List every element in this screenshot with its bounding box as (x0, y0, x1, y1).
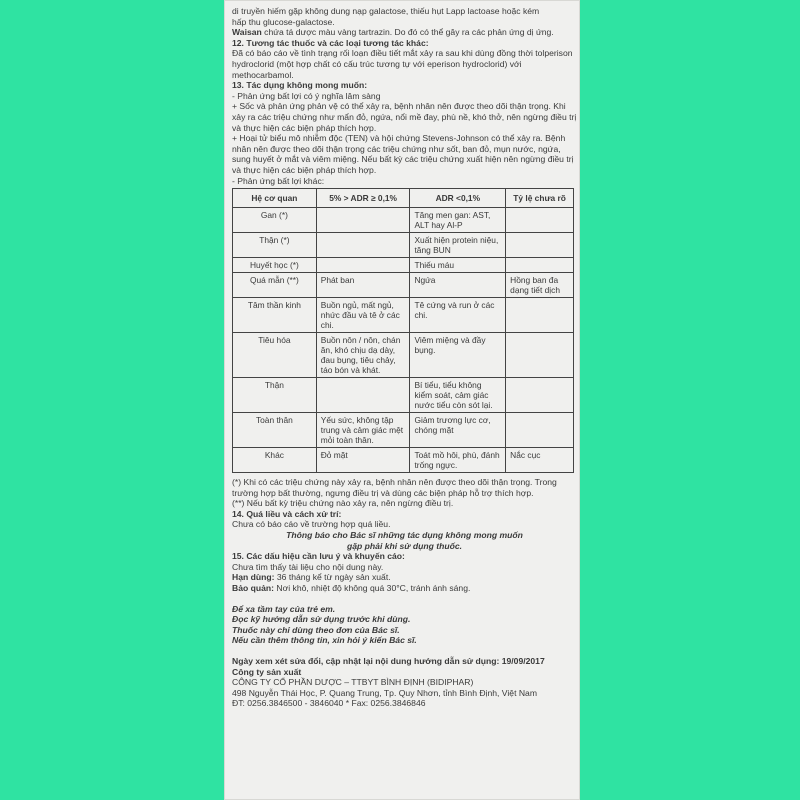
expiry-label: Hạn dùng: (232, 572, 275, 583)
table-cell: Thận (*) (233, 233, 317, 258)
table-row (233, 208, 574, 233)
table-cell: Ngứa (410, 273, 506, 298)
table-note: (*) Khi có các triệu chứng này xảy ra, bệnh nhân nên được theo dõi thận trọng. Trong trường hợp bất thường, ngưng điều trị và dùng các biện pháp hỗ trợ thích hợp. (232, 477, 557, 498)
table-cell (506, 298, 574, 333)
warning-line: Đọc kỹ hướng dẫn sử dụng trước khi dùng. (232, 614, 411, 625)
table-cell: Thận (233, 378, 317, 413)
table-cell (316, 233, 410, 258)
table-cell (506, 413, 574, 448)
intro-line: hấp thu glucose-galactose. (232, 16, 335, 27)
table-row (233, 233, 574, 258)
section-13-line: + Sốc và phản ứng phản vệ có thể xảy ra, bệnh nhân nên được theo dõi thận trọng. Khi xảy ra các triệu chứng như mẩn đỏ, ngứa, nổi mề đay, phù nề, khó thở, nên ngừng điều trị và thực hiện các biện pháp thích hợp. (232, 101, 577, 133)
table-cell (316, 208, 410, 233)
storage-line (232, 583, 577, 594)
section-14-title: 14. Quá liều và cách xử trí: (232, 508, 342, 519)
table-cell: Tiêu hóa (233, 333, 317, 378)
table-cell: Toát mồ hôi, phù, đánh trống ngực. (410, 448, 506, 473)
table-cell: Đỏ mặt (316, 448, 410, 473)
table-cell (506, 378, 574, 413)
table-cell: Toàn thân (233, 413, 317, 448)
waisan-text: chứa tá dược màu vàng tartrazin. Do đó có thể gây ra các phản ứng dị ứng. (261, 27, 554, 38)
table-cell: Buồn ngủ, mất ngủ, nhức đầu và tê ở các chi. (316, 298, 410, 333)
intro-line: di truyền hiếm gặp không dung nạp galactose, thiếu hụt Lapp lactoase hoặc kém (232, 6, 540, 16)
table-row (233, 413, 574, 448)
section-13-line: - Phản ứng bất lợi khác: (232, 175, 325, 186)
section-13-title: 13. Tác dụng không mong muốn: (232, 80, 368, 91)
table-cell: Bí tiểu, tiểu không kiểm soát, cảm giác nước tiểu còn sót lại. (410, 378, 506, 413)
table-cell: Thiếu máu (410, 258, 506, 273)
table-cell: Giảm trương lực cơ, chóng mặt (410, 413, 506, 448)
table-row (233, 378, 574, 413)
table-cell: Yếu sức, không tập trung và cảm giác mệt mỏi toàn thân. (316, 413, 410, 448)
company-name: CÔNG TY CỔ PHẦN DƯỢC – TTBYT BÌNH ĐỊNH (BIDIPHAR) (232, 677, 474, 688)
section-13-line: + Hoại tử biểu mô nhiễm độc (TEN) và hội chứng Stevens-Johnson có thể xảy ra. Bệnh nhân nên được theo dõi thận trọng các triệu chứng như sốt, ban đỏ, mụn nước, ngứa, sung huyết ở mắt và viêm miệng. Nếu bất kỳ các triệu chứng xuất hiện nên ngừng điều trị và thực hiện các biện pháp thích hợp. (232, 133, 574, 175)
warning-line: Thuốc này chỉ dùng theo đơn của Bác sĩ. (232, 624, 400, 635)
table-cell: Hồng ban đa dạng tiết dịch (506, 273, 574, 298)
expiry-line (232, 572, 577, 583)
warning-line: Để xa tầm tay của trẻ em. (232, 603, 336, 614)
table-header: Tỷ lệ chưa rõ (506, 189, 574, 208)
table-row (233, 298, 574, 333)
table-cell (506, 208, 574, 233)
table-cell: Xuất hiện protein niệu, tăng BUN (410, 233, 506, 258)
table-row (233, 333, 574, 378)
table-header-row (233, 189, 574, 208)
table-cell: Tê cứng và run ở các chi. (410, 298, 506, 333)
table-cell: Viêm miệng và đầy bụng. (410, 333, 506, 378)
table-cell: Tâm thần kinh (233, 298, 317, 333)
waisan-paragraph (232, 27, 577, 38)
table-cell: Phát ban (316, 273, 410, 298)
manufacturer-label: Công ty sản xuất (232, 666, 302, 677)
section-14-text: Chưa có báo cáo về trường hợp quá liều. (232, 519, 391, 530)
waisan-label: Waisan (232, 27, 262, 38)
table-cell: Nắc cục (506, 448, 574, 473)
company-address: 498 Nguyễn Thái Học, P. Quang Trung, Tp. Quy Nhơn, tỉnh Bình Định, Việt Nam (232, 687, 537, 698)
notify-doctor-line: gặp phải khi sử dụng thuốc. (347, 540, 462, 551)
adverse-reaction-table (232, 188, 574, 473)
section-15-text: Chưa tìm thấy tài liệu cho nội dung này. (232, 561, 384, 572)
storage-label: Bảo quản: (232, 583, 275, 594)
table-header: 5% > ADR ≥ 0,1% (316, 189, 410, 208)
table-note: (**) Nếu bất kỳ triệu chứng nào xảy ra, nên ngừng điều trị. (232, 498, 454, 509)
table-cell: Tăng men gan: AST, ALT hay Al-P (410, 208, 506, 233)
section-15-title: 15. Các dấu hiệu cần lưu ý và khuyến cáo: (232, 551, 405, 562)
table-cell (316, 378, 410, 413)
section-12-text: Đã có báo cáo về tình trạng rối loạn điều tiết mắt xảy ra sau khi dùng đồng thời tolperison hydroclorid (một hợp chất có cấu trúc tương tự với eperison hydroclorid) với methocarbamol. (232, 48, 573, 80)
table-header: ADR <0,1% (410, 189, 506, 208)
section-13-line: - Phản ứng bất lợi có ý nghĩa lâm sàng (232, 90, 381, 101)
company-phone: ĐT: 0256.3846500 - 3846040 * Fax: 0256.3846846 (232, 698, 426, 709)
table-row (233, 273, 574, 298)
expiry-text: 36 tháng kể từ ngày sản xuất. (274, 572, 391, 583)
table-cell: Gan (*) (233, 208, 317, 233)
table-cell: Quá mẫn (**) (233, 273, 317, 298)
warning-line: Nếu cần thêm thông tin, xin hỏi ý kiến Bác sĩ. (232, 635, 417, 646)
leaflet-content (232, 6, 577, 709)
table-cell: Huyết học (*) (233, 258, 317, 273)
notify-doctor-line: Thông báo cho Bác sĩ những tác dụng không mong muốn (286, 530, 523, 541)
table-cell (506, 233, 574, 258)
table-cell: Buồn nôn / nôn, chán ăn, khó chịu dạ dày, đau bụng, tiêu chảy, táo bón và khát. (316, 333, 410, 378)
table-cell (316, 258, 410, 273)
table-cell: Khác (233, 448, 317, 473)
table-cell (506, 333, 574, 378)
table-row (233, 258, 574, 273)
section-12-title: 12. Tương tác thuốc và các loại tương tác khác: (232, 37, 429, 48)
storage-text: Nơi khô, nhiệt độ không quá 30°C, tránh ánh sáng. (274, 583, 471, 594)
revision-date-line: Ngày xem xét sửa đổi, cập nhật lại nội dung hướng dẫn sử dụng: 19/09/2017 (232, 656, 545, 666)
table-header: Hệ cơ quan (233, 189, 317, 208)
table-row (233, 448, 574, 473)
table-cell (506, 258, 574, 273)
